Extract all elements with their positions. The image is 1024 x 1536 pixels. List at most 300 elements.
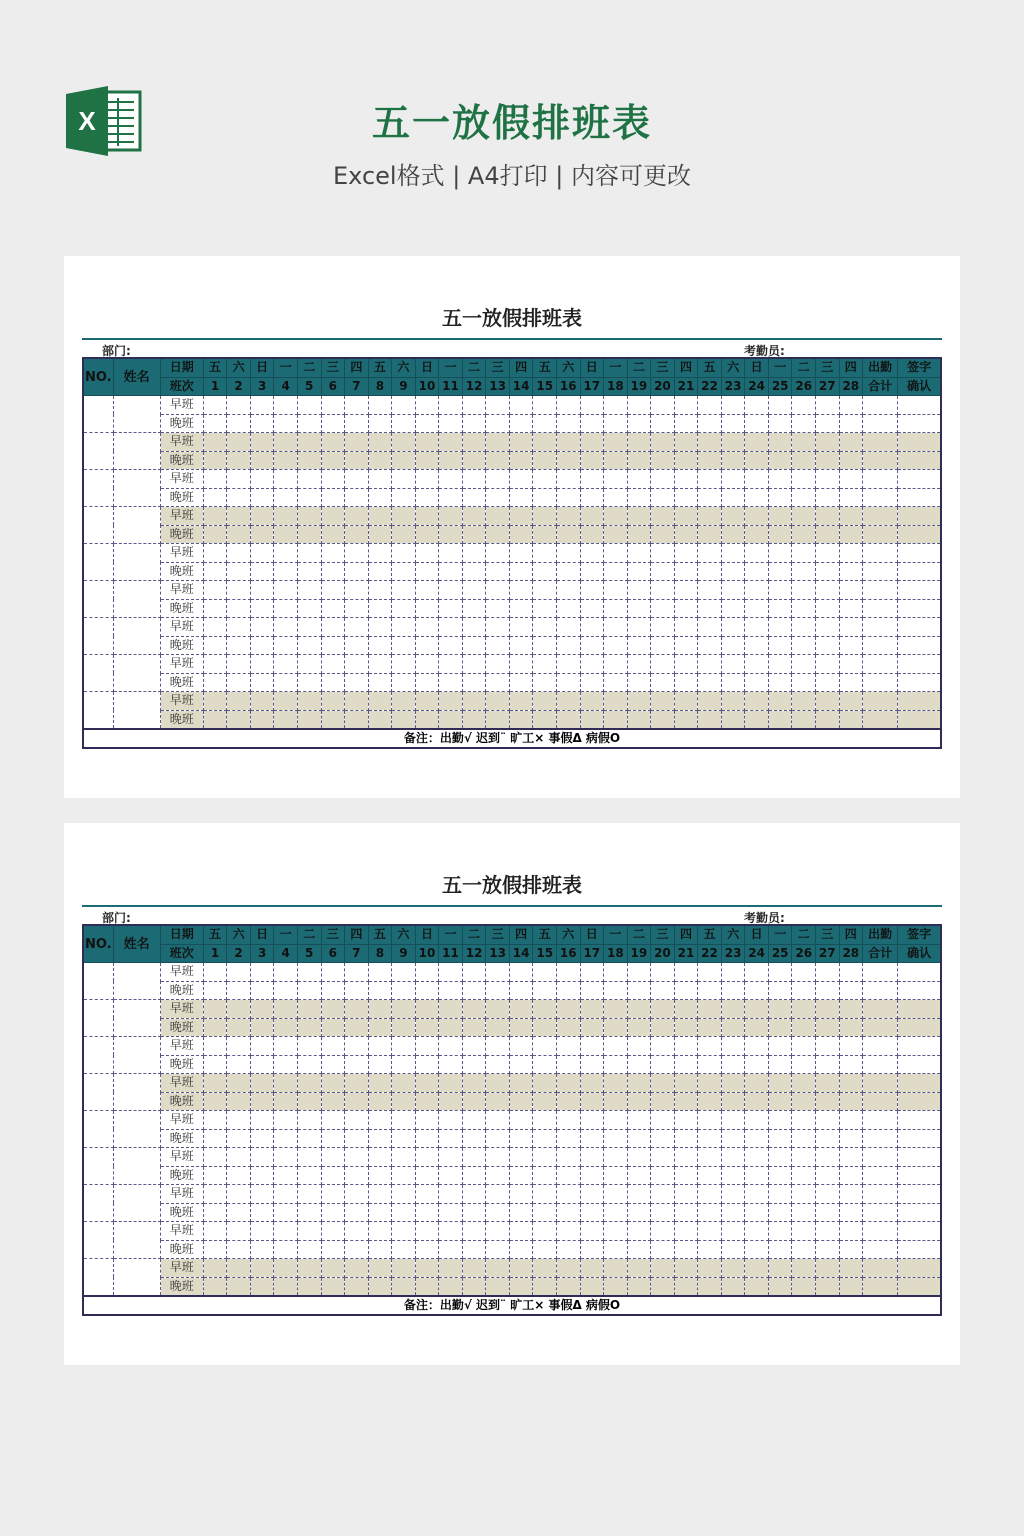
attendance-cell[interactable]	[792, 507, 816, 526]
attendance-cell[interactable]	[392, 618, 416, 637]
attendance-cell[interactable]	[674, 1129, 698, 1148]
total-cell[interactable]	[863, 1129, 898, 1148]
attendance-cell[interactable]	[486, 655, 510, 674]
attendance-cell[interactable]	[368, 1203, 392, 1222]
attendance-cell[interactable]	[815, 396, 839, 415]
attendance-cell[interactable]	[651, 1185, 675, 1204]
attendance-cell[interactable]	[651, 655, 675, 674]
attendance-cell[interactable]	[556, 710, 580, 729]
attendance-cell[interactable]	[721, 1185, 745, 1204]
sign-cell[interactable]	[898, 1185, 941, 1204]
attendance-cell[interactable]	[345, 1259, 369, 1278]
attendance-cell[interactable]	[627, 525, 651, 544]
total-cell[interactable]	[863, 636, 898, 655]
attendance-cell[interactable]	[698, 1018, 722, 1037]
attendance-cell[interactable]	[345, 618, 369, 637]
attendance-cell[interactable]	[462, 525, 486, 544]
sign-cell[interactable]	[898, 433, 941, 452]
attendance-cell[interactable]	[533, 1037, 557, 1056]
attendance-cell[interactable]	[462, 414, 486, 433]
attendance-cell[interactable]	[509, 1259, 533, 1278]
attendance-cell[interactable]	[439, 655, 463, 674]
attendance-cell[interactable]	[533, 396, 557, 415]
attendance-cell[interactable]	[250, 470, 274, 489]
attendance-cell[interactable]	[674, 1111, 698, 1130]
attendance-cell[interactable]	[556, 636, 580, 655]
attendance-cell[interactable]	[745, 544, 769, 563]
attendance-cell[interactable]	[768, 673, 792, 692]
attendance-cell[interactable]	[627, 692, 651, 711]
attendance-cell[interactable]	[674, 1185, 698, 1204]
attendance-cell[interactable]	[227, 1259, 251, 1278]
attendance-cell[interactable]	[486, 673, 510, 692]
no-cell[interactable]	[83, 963, 113, 1000]
attendance-cell[interactable]	[203, 470, 227, 489]
attendance-cell[interactable]	[651, 470, 675, 489]
attendance-cell[interactable]	[321, 1259, 345, 1278]
attendance-cell[interactable]	[321, 525, 345, 544]
attendance-cell[interactable]	[627, 488, 651, 507]
attendance-cell[interactable]	[651, 636, 675, 655]
attendance-cell[interactable]	[274, 1092, 298, 1111]
attendance-cell[interactable]	[745, 1166, 769, 1185]
attendance-cell[interactable]	[698, 1092, 722, 1111]
attendance-cell[interactable]	[392, 507, 416, 526]
attendance-cell[interactable]	[486, 1203, 510, 1222]
attendance-cell[interactable]	[745, 414, 769, 433]
attendance-cell[interactable]	[509, 1222, 533, 1241]
attendance-cell[interactable]	[815, 1018, 839, 1037]
attendance-cell[interactable]	[721, 1203, 745, 1222]
attendance-cell[interactable]	[345, 562, 369, 581]
attendance-cell[interactable]	[674, 1037, 698, 1056]
attendance-cell[interactable]	[651, 451, 675, 470]
name-cell[interactable]	[113, 655, 160, 692]
attendance-cell[interactable]	[580, 692, 604, 711]
attendance-cell[interactable]	[486, 1240, 510, 1259]
sign-cell[interactable]	[898, 655, 941, 674]
attendance-cell[interactable]	[321, 655, 345, 674]
attendance-cell[interactable]	[250, 618, 274, 637]
attendance-cell[interactable]	[486, 599, 510, 618]
total-cell[interactable]	[863, 433, 898, 452]
attendance-cell[interactable]	[792, 1055, 816, 1074]
attendance-cell[interactable]	[745, 636, 769, 655]
sign-cell[interactable]	[898, 488, 941, 507]
attendance-cell[interactable]	[698, 599, 722, 618]
attendance-cell[interactable]	[533, 673, 557, 692]
attendance-cell[interactable]	[580, 451, 604, 470]
attendance-cell[interactable]	[439, 1092, 463, 1111]
attendance-cell[interactable]	[745, 1111, 769, 1130]
attendance-cell[interactable]	[297, 451, 321, 470]
total-cell[interactable]	[863, 710, 898, 729]
attendance-cell[interactable]	[250, 414, 274, 433]
attendance-cell[interactable]	[839, 1240, 863, 1259]
attendance-cell[interactable]	[792, 1222, 816, 1241]
attendance-cell[interactable]	[604, 1148, 628, 1167]
attendance-cell[interactable]	[368, 581, 392, 600]
attendance-cell[interactable]	[368, 636, 392, 655]
attendance-cell[interactable]	[839, 470, 863, 489]
no-cell[interactable]	[83, 1222, 113, 1259]
attendance-cell[interactable]	[556, 1129, 580, 1148]
attendance-cell[interactable]	[580, 1000, 604, 1019]
attendance-cell[interactable]	[345, 981, 369, 1000]
attendance-cell[interactable]	[768, 1185, 792, 1204]
attendance-cell[interactable]	[556, 507, 580, 526]
attendance-cell[interactable]	[721, 1092, 745, 1111]
attendance-cell[interactable]	[792, 1277, 816, 1296]
attendance-cell[interactable]	[509, 433, 533, 452]
attendance-cell[interactable]	[533, 1222, 557, 1241]
attendance-cell[interactable]	[509, 599, 533, 618]
attendance-cell[interactable]	[674, 1203, 698, 1222]
sign-cell[interactable]	[898, 710, 941, 729]
attendance-cell[interactable]	[392, 1129, 416, 1148]
attendance-cell[interactable]	[227, 618, 251, 637]
attendance-cell[interactable]	[580, 525, 604, 544]
attendance-cell[interactable]	[674, 1055, 698, 1074]
attendance-cell[interactable]	[368, 507, 392, 526]
attendance-cell[interactable]	[556, 1222, 580, 1241]
attendance-cell[interactable]	[297, 1111, 321, 1130]
attendance-cell[interactable]	[345, 488, 369, 507]
attendance-cell[interactable]	[250, 599, 274, 618]
attendance-cell[interactable]	[604, 1018, 628, 1037]
attendance-cell[interactable]	[392, 451, 416, 470]
attendance-cell[interactable]	[392, 1055, 416, 1074]
attendance-cell[interactable]	[580, 581, 604, 600]
attendance-cell[interactable]	[486, 433, 510, 452]
attendance-cell[interactable]	[509, 963, 533, 982]
attendance-cell[interactable]	[604, 1055, 628, 1074]
attendance-cell[interactable]	[674, 470, 698, 489]
attendance-cell[interactable]	[509, 1129, 533, 1148]
attendance-cell[interactable]	[674, 414, 698, 433]
attendance-cell[interactable]	[227, 636, 251, 655]
attendance-cell[interactable]	[721, 544, 745, 563]
attendance-cell[interactable]	[227, 655, 251, 674]
attendance-cell[interactable]	[368, 1055, 392, 1074]
attendance-cell[interactable]	[439, 1018, 463, 1037]
attendance-cell[interactable]	[345, 414, 369, 433]
attendance-cell[interactable]	[792, 692, 816, 711]
no-cell[interactable]	[83, 1000, 113, 1037]
attendance-cell[interactable]	[368, 1277, 392, 1296]
attendance-cell[interactable]	[815, 710, 839, 729]
attendance-cell[interactable]	[674, 507, 698, 526]
attendance-cell[interactable]	[627, 1185, 651, 1204]
attendance-cell[interactable]	[556, 1018, 580, 1037]
attendance-cell[interactable]	[792, 1037, 816, 1056]
attendance-cell[interactable]	[839, 1074, 863, 1093]
attendance-cell[interactable]	[627, 562, 651, 581]
attendance-cell[interactable]	[439, 1037, 463, 1056]
attendance-cell[interactable]	[509, 1074, 533, 1093]
attendance-cell[interactable]	[227, 1111, 251, 1130]
attendance-cell[interactable]	[486, 451, 510, 470]
total-cell[interactable]	[863, 1037, 898, 1056]
attendance-cell[interactable]	[815, 655, 839, 674]
attendance-cell[interactable]	[439, 636, 463, 655]
attendance-cell[interactable]	[274, 396, 298, 415]
attendance-cell[interactable]	[462, 433, 486, 452]
attendance-cell[interactable]	[674, 1092, 698, 1111]
attendance-cell[interactable]	[627, 1129, 651, 1148]
attendance-cell[interactable]	[627, 1203, 651, 1222]
attendance-cell[interactable]	[439, 1240, 463, 1259]
attendance-cell[interactable]	[604, 1185, 628, 1204]
attendance-cell[interactable]	[556, 562, 580, 581]
attendance-cell[interactable]	[250, 488, 274, 507]
total-cell[interactable]	[863, 414, 898, 433]
attendance-cell[interactable]	[274, 581, 298, 600]
attendance-cell[interactable]	[392, 1037, 416, 1056]
attendance-cell[interactable]	[604, 1129, 628, 1148]
attendance-cell[interactable]	[556, 396, 580, 415]
attendance-cell[interactable]	[627, 1148, 651, 1167]
attendance-cell[interactable]	[368, 414, 392, 433]
attendance-cell[interactable]	[345, 1092, 369, 1111]
attendance-cell[interactable]	[839, 488, 863, 507]
attendance-cell[interactable]	[345, 1166, 369, 1185]
attendance-cell[interactable]	[345, 1129, 369, 1148]
attendance-cell[interactable]	[486, 1277, 510, 1296]
attendance-cell[interactable]	[321, 1166, 345, 1185]
attendance-cell[interactable]	[580, 1259, 604, 1278]
no-cell[interactable]	[83, 1074, 113, 1111]
attendance-cell[interactable]	[721, 673, 745, 692]
attendance-cell[interactable]	[698, 1000, 722, 1019]
total-cell[interactable]	[863, 1148, 898, 1167]
attendance-cell[interactable]	[321, 599, 345, 618]
attendance-cell[interactable]	[439, 562, 463, 581]
attendance-cell[interactable]	[415, 1018, 439, 1037]
attendance-cell[interactable]	[580, 1222, 604, 1241]
attendance-cell[interactable]	[274, 562, 298, 581]
attendance-cell[interactable]	[745, 1129, 769, 1148]
attendance-cell[interactable]	[674, 562, 698, 581]
name-cell[interactable]	[113, 396, 160, 433]
attendance-cell[interactable]	[509, 1018, 533, 1037]
no-cell[interactable]	[83, 470, 113, 507]
attendance-cell[interactable]	[533, 1148, 557, 1167]
attendance-cell[interactable]	[651, 963, 675, 982]
attendance-cell[interactable]	[674, 1166, 698, 1185]
attendance-cell[interactable]	[745, 655, 769, 674]
attendance-cell[interactable]	[392, 1185, 416, 1204]
attendance-cell[interactable]	[439, 1185, 463, 1204]
attendance-cell[interactable]	[533, 544, 557, 563]
total-cell[interactable]	[863, 1203, 898, 1222]
attendance-cell[interactable]	[439, 963, 463, 982]
attendance-cell[interactable]	[392, 581, 416, 600]
attendance-cell[interactable]	[580, 1074, 604, 1093]
attendance-cell[interactable]	[768, 981, 792, 1000]
attendance-cell[interactable]	[486, 618, 510, 637]
attendance-cell[interactable]	[604, 636, 628, 655]
attendance-cell[interactable]	[627, 1074, 651, 1093]
attendance-cell[interactable]	[439, 544, 463, 563]
attendance-cell[interactable]	[556, 1277, 580, 1296]
attendance-cell[interactable]	[627, 655, 651, 674]
attendance-cell[interactable]	[792, 1240, 816, 1259]
attendance-cell[interactable]	[203, 433, 227, 452]
attendance-cell[interactable]	[651, 710, 675, 729]
attendance-cell[interactable]	[297, 396, 321, 415]
total-cell[interactable]	[863, 581, 898, 600]
attendance-cell[interactable]	[839, 525, 863, 544]
attendance-cell[interactable]	[627, 1037, 651, 1056]
attendance-cell[interactable]	[297, 1222, 321, 1241]
attendance-cell[interactable]	[345, 396, 369, 415]
attendance-cell[interactable]	[651, 1277, 675, 1296]
attendance-cell[interactable]	[792, 636, 816, 655]
attendance-cell[interactable]	[604, 562, 628, 581]
attendance-cell[interactable]	[509, 1148, 533, 1167]
attendance-cell[interactable]	[533, 655, 557, 674]
attendance-cell[interactable]	[509, 414, 533, 433]
attendance-cell[interactable]	[768, 562, 792, 581]
attendance-cell[interactable]	[815, 1055, 839, 1074]
attendance-cell[interactable]	[509, 618, 533, 637]
attendance-cell[interactable]	[274, 470, 298, 489]
attendance-cell[interactable]	[462, 655, 486, 674]
attendance-cell[interactable]	[274, 1111, 298, 1130]
attendance-cell[interactable]	[274, 673, 298, 692]
attendance-cell[interactable]	[651, 692, 675, 711]
attendance-cell[interactable]	[345, 963, 369, 982]
attendance-cell[interactable]	[462, 1055, 486, 1074]
name-cell[interactable]	[113, 1185, 160, 1222]
sign-cell[interactable]	[898, 692, 941, 711]
attendance-cell[interactable]	[674, 1222, 698, 1241]
attendance-cell[interactable]	[580, 1240, 604, 1259]
attendance-cell[interactable]	[462, 692, 486, 711]
attendance-cell[interactable]	[203, 1240, 227, 1259]
attendance-cell[interactable]	[698, 618, 722, 637]
attendance-cell[interactable]	[345, 1111, 369, 1130]
attendance-cell[interactable]	[203, 1074, 227, 1093]
attendance-cell[interactable]	[580, 1277, 604, 1296]
attendance-cell[interactable]	[509, 1092, 533, 1111]
attendance-cell[interactable]	[698, 581, 722, 600]
attendance-cell[interactable]	[368, 981, 392, 1000]
attendance-cell[interactable]	[698, 1185, 722, 1204]
attendance-cell[interactable]	[556, 599, 580, 618]
attendance-cell[interactable]	[651, 673, 675, 692]
attendance-cell[interactable]	[674, 544, 698, 563]
sign-cell[interactable]	[898, 1092, 941, 1111]
attendance-cell[interactable]	[297, 655, 321, 674]
attendance-cell[interactable]	[486, 1185, 510, 1204]
attendance-cell[interactable]	[415, 488, 439, 507]
attendance-cell[interactable]	[580, 1129, 604, 1148]
attendance-cell[interactable]	[698, 507, 722, 526]
attendance-cell[interactable]	[250, 1277, 274, 1296]
attendance-cell[interactable]	[368, 710, 392, 729]
attendance-cell[interactable]	[321, 1018, 345, 1037]
attendance-cell[interactable]	[462, 451, 486, 470]
attendance-cell[interactable]	[556, 673, 580, 692]
attendance-cell[interactable]	[486, 581, 510, 600]
total-cell[interactable]	[863, 692, 898, 711]
no-cell[interactable]	[83, 396, 113, 433]
attendance-cell[interactable]	[227, 470, 251, 489]
attendance-cell[interactable]	[250, 636, 274, 655]
attendance-cell[interactable]	[745, 1000, 769, 1019]
attendance-cell[interactable]	[674, 1000, 698, 1019]
attendance-cell[interactable]	[839, 1148, 863, 1167]
attendance-cell[interactable]	[698, 673, 722, 692]
attendance-cell[interactable]	[345, 470, 369, 489]
attendance-cell[interactable]	[721, 1148, 745, 1167]
attendance-cell[interactable]	[839, 1166, 863, 1185]
attendance-cell[interactable]	[392, 544, 416, 563]
attendance-cell[interactable]	[297, 1148, 321, 1167]
attendance-cell[interactable]	[462, 507, 486, 526]
attendance-cell[interactable]	[250, 525, 274, 544]
attendance-cell[interactable]	[368, 525, 392, 544]
attendance-cell[interactable]	[392, 1277, 416, 1296]
attendance-cell[interactable]	[321, 433, 345, 452]
attendance-cell[interactable]	[721, 414, 745, 433]
attendance-cell[interactable]	[721, 562, 745, 581]
attendance-cell[interactable]	[533, 470, 557, 489]
attendance-cell[interactable]	[203, 1185, 227, 1204]
attendance-cell[interactable]	[250, 1000, 274, 1019]
attendance-cell[interactable]	[745, 507, 769, 526]
attendance-cell[interactable]	[839, 1203, 863, 1222]
sign-cell[interactable]	[898, 636, 941, 655]
attendance-cell[interactable]	[486, 414, 510, 433]
sign-cell[interactable]	[898, 525, 941, 544]
attendance-cell[interactable]	[439, 1074, 463, 1093]
attendance-cell[interactable]	[462, 470, 486, 489]
attendance-cell[interactable]	[839, 1018, 863, 1037]
name-cell[interactable]	[113, 507, 160, 544]
attendance-cell[interactable]	[415, 1259, 439, 1278]
attendance-cell[interactable]	[250, 1222, 274, 1241]
attendance-cell[interactable]	[768, 1092, 792, 1111]
attendance-cell[interactable]	[721, 963, 745, 982]
attendance-cell[interactable]	[227, 1037, 251, 1056]
sign-cell[interactable]	[898, 1166, 941, 1185]
attendance-cell[interactable]	[674, 981, 698, 1000]
total-cell[interactable]	[863, 1111, 898, 1130]
attendance-cell[interactable]	[792, 1259, 816, 1278]
attendance-cell[interactable]	[792, 963, 816, 982]
attendance-cell[interactable]	[462, 981, 486, 1000]
attendance-cell[interactable]	[439, 599, 463, 618]
attendance-cell[interactable]	[345, 636, 369, 655]
attendance-cell[interactable]	[721, 710, 745, 729]
attendance-cell[interactable]	[415, 655, 439, 674]
sign-cell[interactable]	[898, 599, 941, 618]
attendance-cell[interactable]	[250, 1129, 274, 1148]
attendance-cell[interactable]	[462, 1129, 486, 1148]
attendance-cell[interactable]	[203, 562, 227, 581]
attendance-cell[interactable]	[721, 1166, 745, 1185]
sign-cell[interactable]	[898, 1018, 941, 1037]
attendance-cell[interactable]	[321, 1129, 345, 1148]
attendance-cell[interactable]	[509, 507, 533, 526]
attendance-cell[interactable]	[839, 433, 863, 452]
attendance-cell[interactable]	[580, 1055, 604, 1074]
attendance-cell[interactable]	[345, 1222, 369, 1241]
attendance-cell[interactable]	[203, 655, 227, 674]
